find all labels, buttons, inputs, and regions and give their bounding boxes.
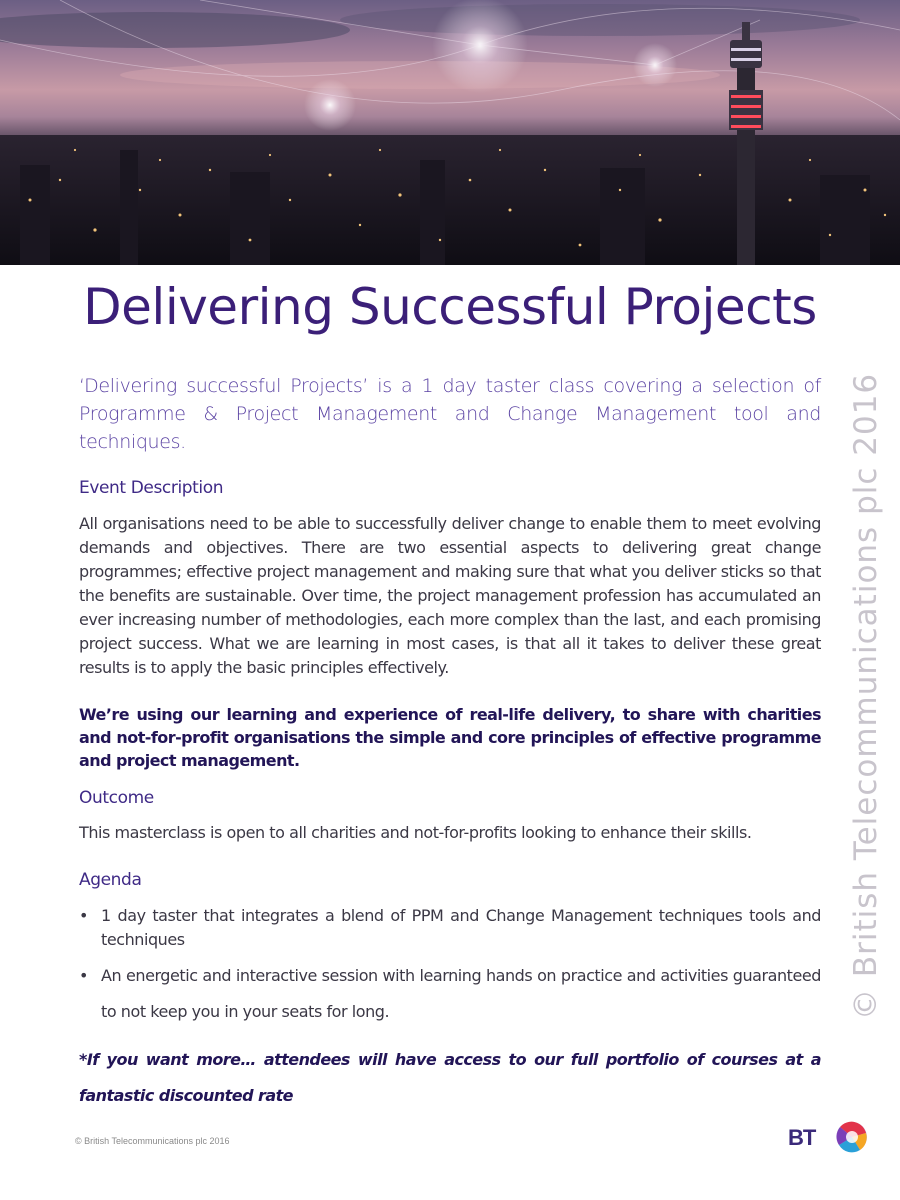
outcome-body: This masterclass is open to all charities and not-for-profits looking to enhance their skills. — [79, 823, 752, 842]
bullet-icon: • — [79, 906, 88, 925]
bullet-icon: • — [79, 966, 88, 985]
agenda-item-text: 1 day taster that integrates a blend of PPM and Change Management techniques tools and techniques — [101, 906, 821, 949]
bt-globe-icon — [782, 1115, 872, 1163]
footer-copyright: © British Telecommunications plc 2016 — [75, 1136, 230, 1146]
event-description-body: All organisations need to be able to successfully deliver change to enable them to meet evolving demands and objectives. There are two essential aspects to delivering great change programmes; effective project management and making sure that what you deliver sticks so that the benefits are sustainable. Over time, the project management profession has accumulated an ever increasing number of methodologies, each more complex than the last, and each promising project success. What we are learning in most cases, is that all it takes to deliver these great results is to apply the basic principles effectively. — [79, 514, 821, 677]
agenda-item — [79, 958, 821, 1030]
emphasis-statement: We’re using our learning and experience of real-life delivery, to share with charities and not-for-profit organisations the simple and core principles of effective programme and project management. — [79, 705, 821, 770]
hero-city-skyline-image — [0, 0, 900, 265]
event-description-heading: Event Description — [79, 478, 224, 498]
promo-note: *If you want more… attendees will have access to our full portfolio of courses at a fantastic discounted rate — [79, 1050, 821, 1105]
bt-logo-text: BT — [788, 1125, 816, 1150]
page-title: Delivering Successful Projects — [83, 278, 817, 336]
intro-paragraph: ‘Delivering successful Projects’ is a 1 day taster class covering a selection of Programme & Project Management and Change Management tool and techniques. — [79, 375, 821, 453]
agenda-list — [79, 904, 821, 1030]
agenda-heading: Agenda — [79, 870, 142, 890]
agenda-item — [79, 904, 821, 952]
agenda-item-text: An energetic and interactive session with learning hands on practice and activities guaranteed to not keep you in your seats for long. — [101, 966, 821, 1021]
bt-logo — [782, 1115, 872, 1163]
outcome-heading: Outcome — [79, 788, 154, 808]
side-copyright-watermark: © British Telecommunications plc 2016 — [848, 372, 884, 1020]
